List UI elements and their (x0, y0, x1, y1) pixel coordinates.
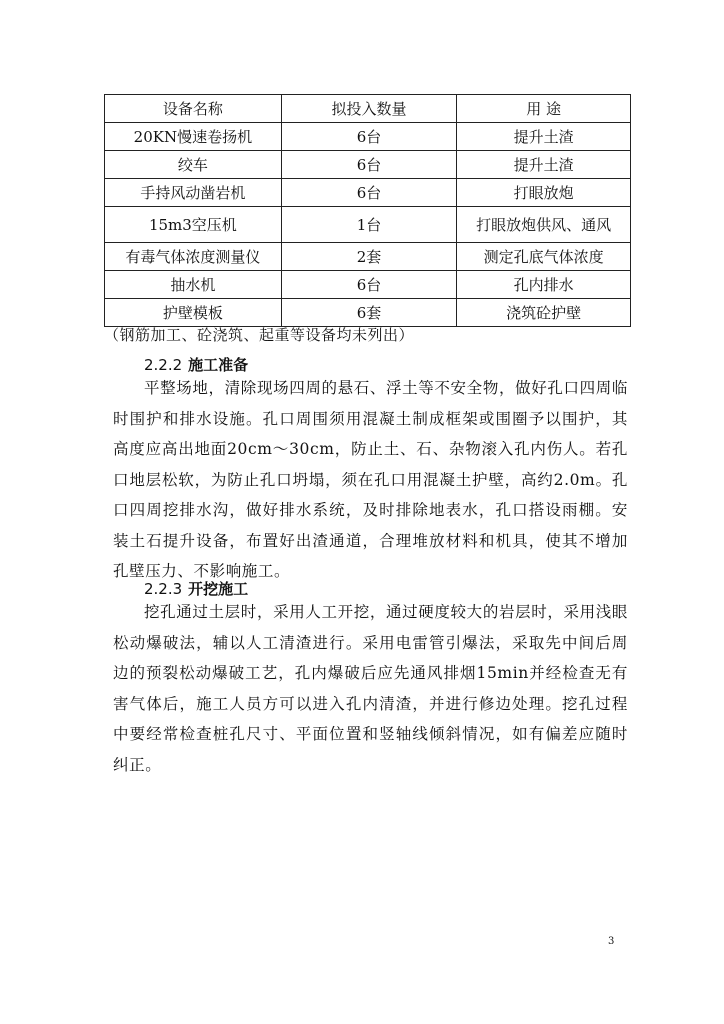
table-cell: 测定孔底气体浓度 (457, 243, 631, 271)
table-row (105, 299, 631, 327)
table-cell: 15m3空压机 (105, 207, 282, 243)
table-cell: 打眼放炮 (457, 179, 631, 207)
table-row (105, 271, 631, 299)
table-header-cell: 设备名称 (105, 95, 282, 123)
table-header-row (105, 95, 631, 123)
table-header-cell: 拟投入数量 (281, 95, 457, 123)
table-cell: 护壁模板 (105, 299, 282, 327)
table-cell: 6台 (281, 179, 457, 207)
table-cell: 孔内排水 (457, 271, 631, 299)
table-header-cell: 用 途 (457, 95, 631, 123)
section-heading (144, 354, 248, 375)
table-row (105, 123, 631, 151)
section-number: 2.2.3 (144, 580, 183, 598)
table-cell: 打眼放炮供风、通风 (457, 207, 631, 243)
table-cell: 绞车 (105, 151, 282, 179)
section-number: 2.2.2 (144, 356, 183, 374)
table-cell: 6台 (281, 271, 457, 299)
table-cell: 6套 (281, 299, 457, 327)
table-cell: 有毒气体浓度测量仪 (105, 243, 282, 271)
table-cell: 抽水机 (105, 271, 282, 299)
table-row (105, 179, 631, 207)
table-cell: 提升土渣 (457, 151, 631, 179)
section-paragraph: 挖孔通过土层时，采用人工开挖，通过硬度较大的岩层时，采用浅眼松动爆破法，辅以人工清渣进行。采用电雷管引爆法，采取先中间后周边的预裂松动爆破工艺，孔内爆破后应先通风排烟15min并经检查无有害气体后，施工人员方可以进入孔内清渣，并进行修边处理。挖孔过程中要经常检查桩孔尺寸、平面位置和竖轴线倾斜情况，如有偏差应随时纠正。 (113, 603, 628, 774)
section-title: 开挖施工 (188, 580, 249, 598)
table-cell: 6台 (281, 151, 457, 179)
section-paragraph: 平整场地，清除现场四周的悬石、浮土等不安全物，做好孔口四周临时围护和排水设施。孔口周围须用混凝土制成框架或围圈予以围护，其高度应高出地面20cm～30cm，防止土、石、杂物滚入孔内伤人。若孔口地层松软，为防止孔口坍塌，须在孔口用混凝土护壁，高约2.0m。孔口四周挖排水沟，做好排水系统，及时排除地表水，孔口搭设雨棚。安装土石提升设备，布置好出渣通道，合理堆放材料和机具，使其不增加孔壁压力、不影响施工。 (113, 379, 628, 580)
page-number: 3 (608, 936, 615, 947)
equipment-table (104, 94, 631, 327)
section-title: 施工准备 (188, 356, 249, 374)
table-row (105, 243, 631, 271)
table-cell: 1台 (281, 207, 457, 243)
table-cell: 提升土渣 (457, 123, 631, 151)
table-cell: 浇筑砼护壁 (457, 299, 631, 327)
section-heading (144, 578, 248, 599)
table-note: （钢筋加工、砼浇筑、起重等设备均未列出） (104, 326, 415, 344)
table-cell: 2套 (281, 243, 457, 271)
table-row (105, 151, 631, 179)
table-cell: 手持风动凿岩机 (105, 179, 282, 207)
table-row (105, 207, 631, 243)
table-cell: 6台 (281, 123, 457, 151)
table-cell: 20KN慢速卷扬机 (105, 123, 282, 151)
